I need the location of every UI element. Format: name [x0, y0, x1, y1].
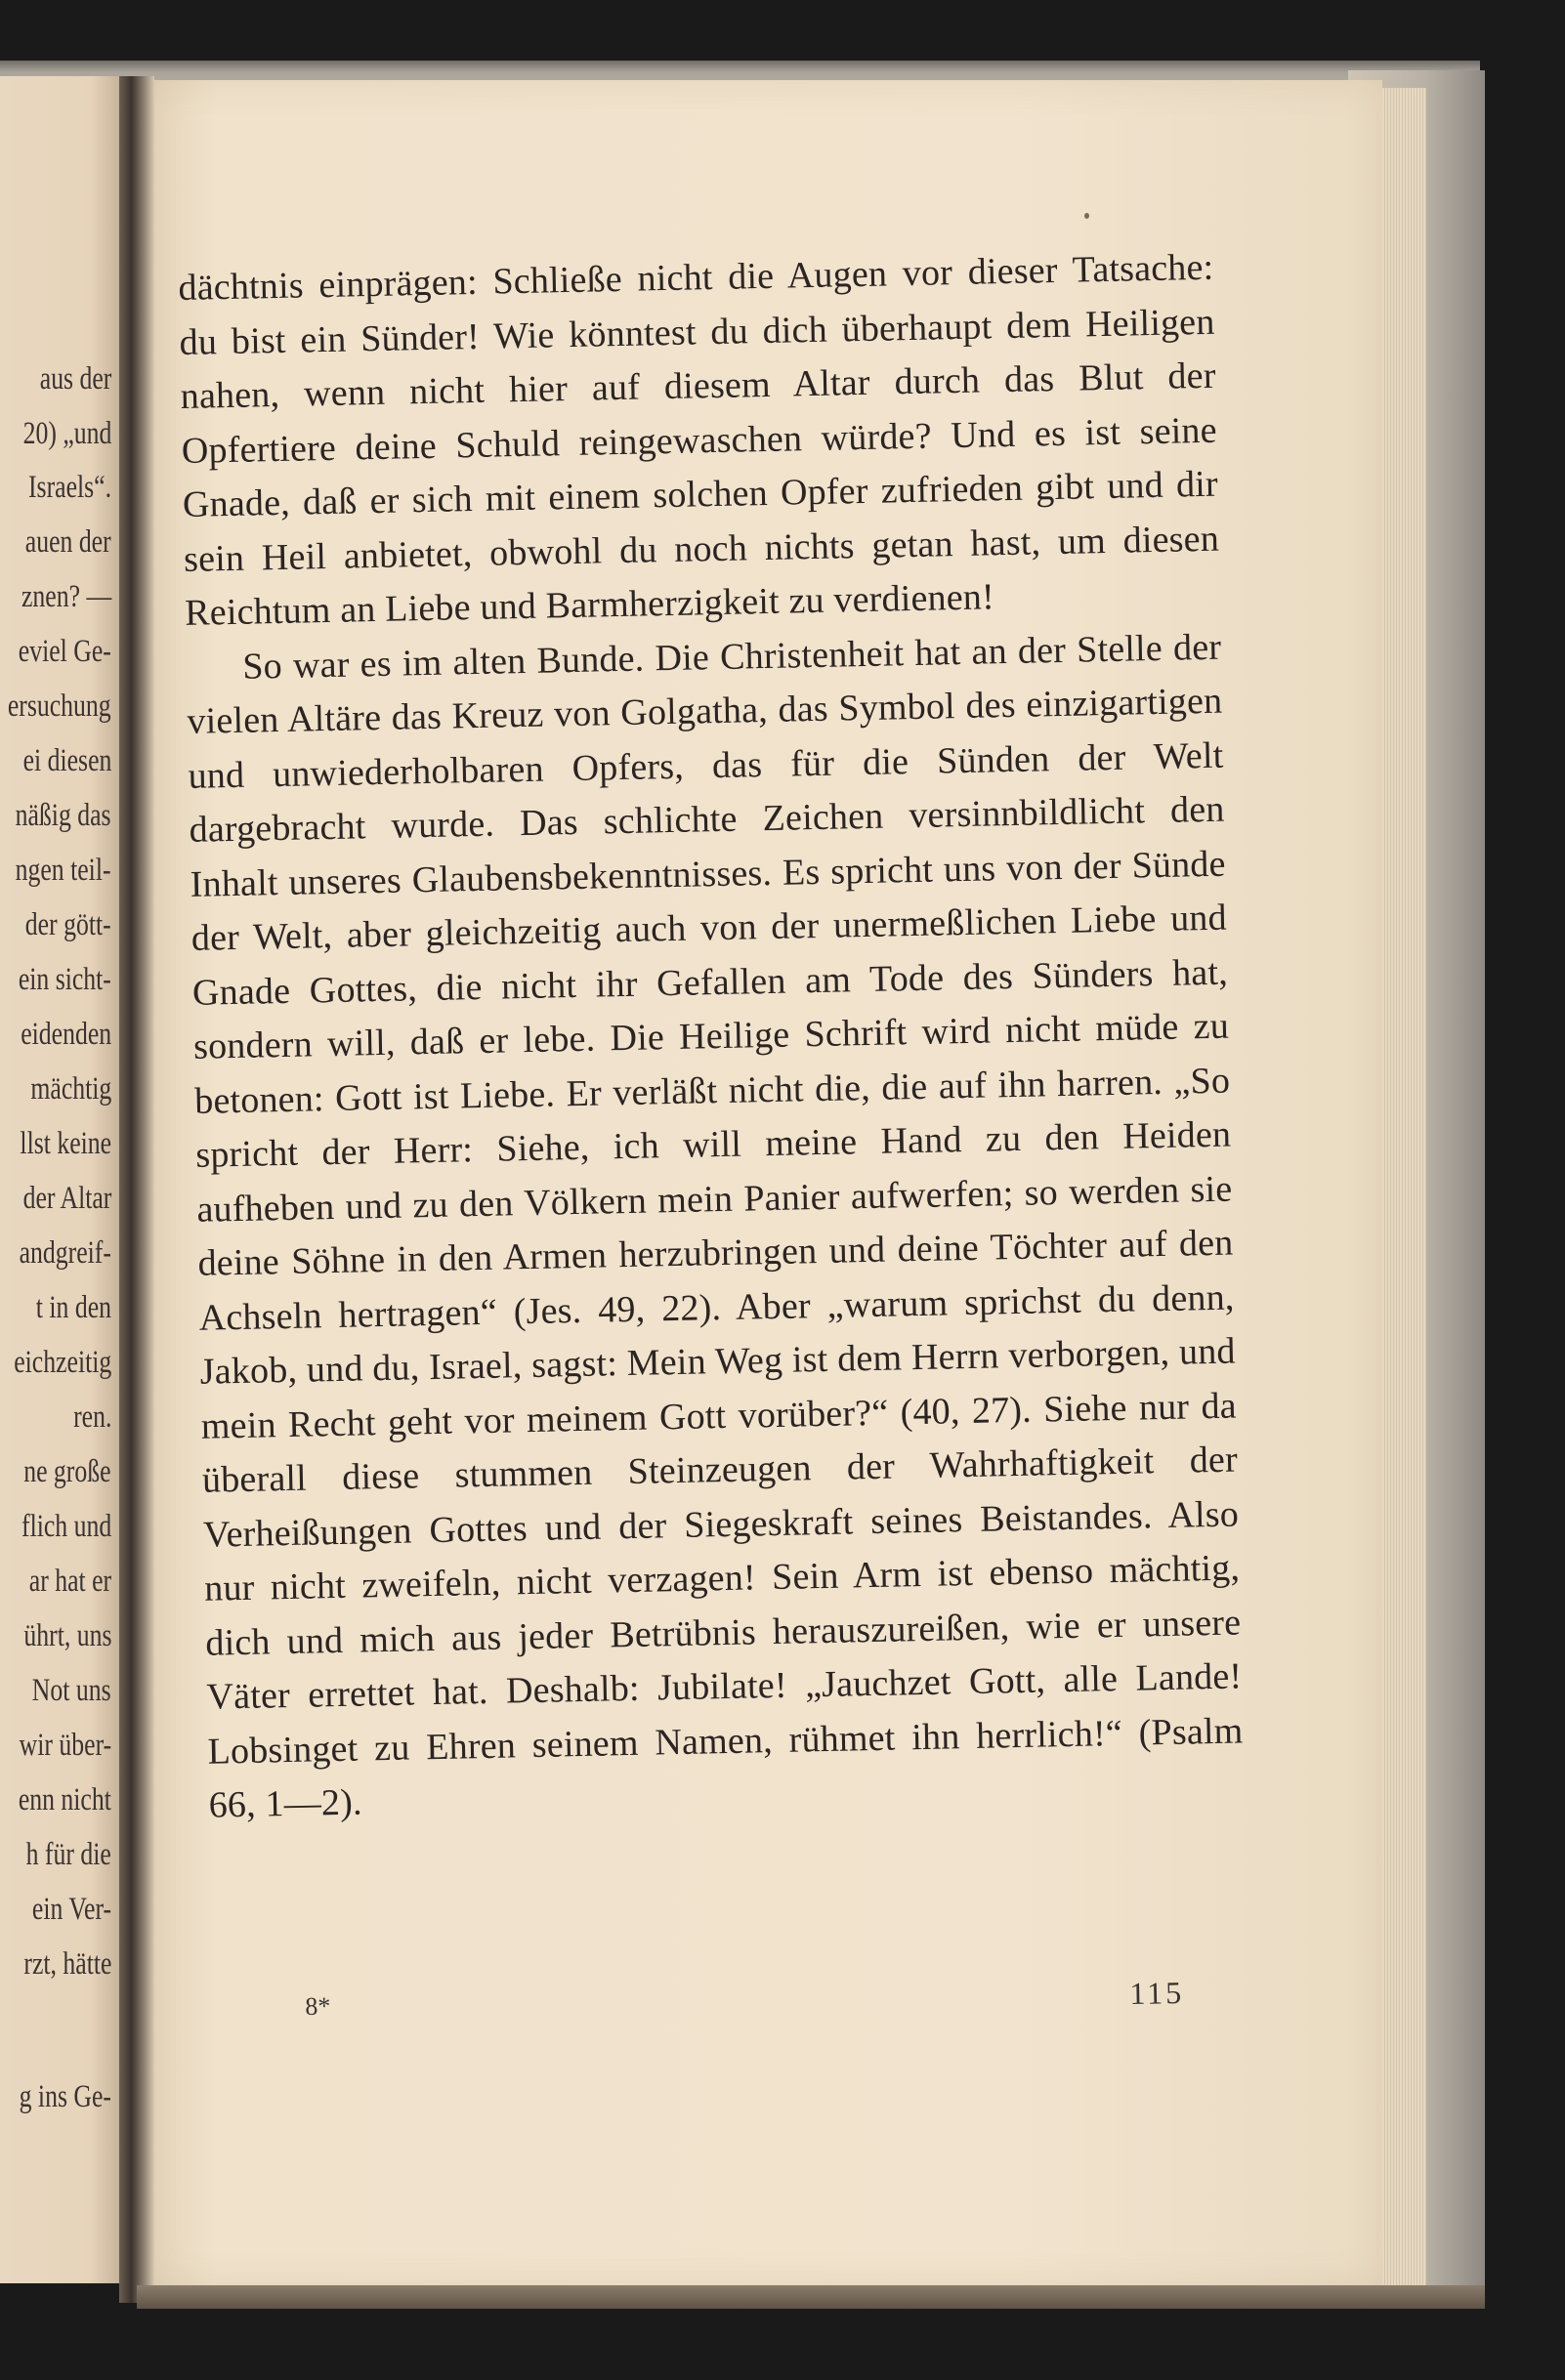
left-line-fragment: g ins Ge-: [19, 2079, 111, 2114]
paragraph-1: dächtnis einprägen: Schließe nicht die Augen vor dieser Tatsache: du bist ein Sünder! Wie könntest du dich überhaupt dem Heiligen nahen, wenn nicht hier auf diesem Altar durch das Blut der Opfertiere deine Schuld reingewaschen würde? Und es ist seine Gnade, daß er sich mit einem solchen Opfer zufrieden gibt und dir sein Heil anbietet, obwohl du noch nichts getan hast, um diesen Reichtum an Liebe und Barmherzigkeit zu verdienen!: [178, 246, 1220, 634]
paper-speck: [1084, 213, 1089, 219]
left-line-fragment: ar hat er: [28, 1564, 111, 1599]
left-line-fragment: auen der: [25, 524, 111, 560]
left-line-fragment: eidenden: [21, 1017, 111, 1052]
left-line-fragment: eviel Ge-: [18, 634, 111, 669]
left-page: [0, 76, 129, 2283]
left-line-fragment: ührt, uns: [22, 1618, 111, 1653]
binding-bottom-edge: [137, 2285, 1485, 2309]
left-line-fragment: der Altar: [22, 1181, 111, 1216]
left-line-fragment: znen? —: [21, 579, 111, 614]
left-line-fragment: mächtig: [30, 1071, 111, 1106]
left-line-fragment: 20) „und: [22, 416, 111, 451]
signature-mark: 8*: [305, 1991, 331, 2021]
left-line-fragment: aus der: [39, 361, 111, 397]
book-gutter: [119, 76, 154, 2303]
left-line-fragment: t in den: [35, 1290, 111, 1325]
left-line-fragment: ne große: [23, 1454, 111, 1489]
left-line-fragment: der gött-: [25, 907, 111, 942]
left-line-fragment: wir über-: [19, 1728, 111, 1763]
page-block-edge: [1379, 88, 1426, 2285]
left-line-fragment: eichzeitig: [13, 1345, 111, 1380]
left-line-fragment: Not uns: [32, 1673, 111, 1708]
left-line-fragment: rzt, hätte: [22, 1946, 111, 1982]
page-body-text: [178, 241, 1245, 1833]
left-line-fragment: enn nicht: [18, 1782, 111, 1817]
left-line-fragment: ren.: [72, 1399, 111, 1435]
left-line-fragment: h für die: [25, 1837, 111, 1872]
left-line-fragment: ein Ver-: [31, 1892, 111, 1927]
left-line-fragment: näßig das: [16, 798, 111, 833]
left-line-fragment: andgreif-: [19, 1235, 111, 1271]
left-line-fragment: Israels“.: [27, 470, 111, 505]
paragraph-2: So war es im alten Bunde. Die Christenheit hat an der Stelle der vielen Altäre das Kreuz von Golgatha, das Symbol des einzigartigen und unwiederholbaren Opfers, das für die Sünden der Welt dargebracht wurde. Das schlichte Zeichen versinnbildlicht den Inhalt unseres Glaubensbekenntnisses. Es spricht uns von der Sünde der Welt, aber gleichzeitig auch von der unermeßlichen Liebe und Gnade Gottes, die nicht ihr Gefallen am Tode des Sünders hat, sondern will, daß er lebe. Die Heilige Schrift wird nicht müde zu betonen: Gott ist Liebe. Er verläßt nicht die, die auf ihn harren. „So spricht der Herr: Siehe, ich will meine Hand zu den Heiden aufheben und zu den Völkern mein Panier aufwerfen; so werden sie deine Söhne in den Armen herzubringen und deine Töchter auf den Achseln hertragen“ (Jes. 49, 22). Aber „warum sprichst du denn, Jakob, und du, Israel, sagst: Mein Weg ist dem Herrn verborgen, und mein Recht geht vor meinem Gott vorüber?“ (40, 27). Siehe nur da überall diese stummen Steinzeugen der Wahrhaftigkeit der Verheißungen Gottes und der Siegeskraft seines Beistandes. Also nur nicht zweifeln, nicht verzagen! Sein Arm ist ebenso mächtig, dich und mich aus jeder Betrübnis herauszureißen, wie er unsere Väter errettet hat. Deshalb: Jubilate! „Jauchzet Gott, alle Lande! Lobsinget zu Ehren seinem Namen, rühmet ihn herrlich!“ (Psalm 66, 1—2).: [187, 626, 1244, 1826]
left-line-fragment: ngen teil-: [16, 853, 111, 888]
left-line-fragment: llst keine: [20, 1126, 111, 1161]
left-line-fragment: flich und: [21, 1509, 111, 1544]
page-number: 115: [1129, 1974, 1185, 2012]
left-line-fragment: ersuchung: [8, 689, 111, 724]
left-line-fragment: ei diesen: [22, 743, 111, 778]
left-line-fragment: ein sicht-: [18, 962, 111, 997]
